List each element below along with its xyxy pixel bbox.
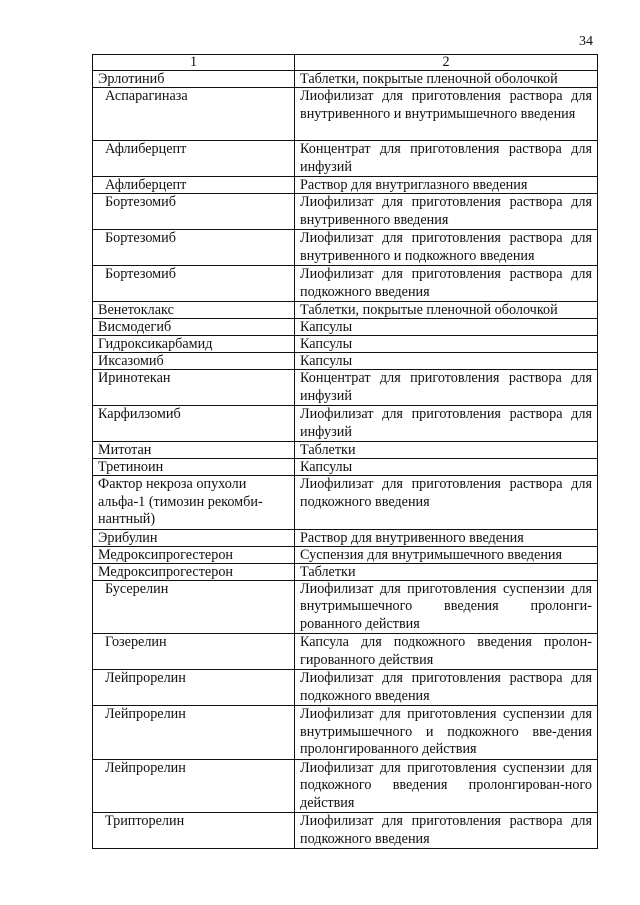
drug-name-cell: Митотан [93, 442, 295, 459]
drug-name-cell: Бортезомиб [93, 266, 295, 302]
dosage-form-cell: Таблетки, покрытые пленочной оболочкой [295, 302, 598, 319]
drug-name-cell: Гидроксикарбамид [93, 336, 295, 353]
table-row [93, 319, 598, 336]
dosage-form-cell: Лиофилизат для приготовления раствора для подкожного введения [295, 476, 598, 530]
drug-name-cell: Бусерелин [93, 580, 295, 634]
drug-name-cell: Фактор некроза опухоли альфа-1 (тимозин рекомби-нантный) [93, 476, 295, 530]
dosage-form-cell: Раствор для внутриглазного введения [295, 177, 598, 194]
drug-name-cell: Иринотекан [93, 370, 295, 406]
dosage-form-cell: Лиофилизат для приготовления раствора для подкожного введения [295, 670, 598, 706]
dosage-form-cell: Лиофилизат для приготовления суспензии для внутримышечного и подкожного вве-дения пролонгированного действия [295, 706, 598, 760]
drug-table-body [93, 55, 598, 849]
drug-name-cell: Аспарагиназа [93, 88, 295, 141]
dosage-form-cell: Лиофилизат для приготовления раствора для внутривенного введения [295, 194, 598, 230]
dosage-form-cell: Капсулы [295, 353, 598, 370]
dosage-form-cell: Лиофилизат для приготовления раствора для подкожного введения [295, 813, 598, 849]
drug-name-cell: Бортезомиб [93, 230, 295, 266]
table-row [93, 670, 598, 706]
page-number: 34 [579, 34, 593, 49]
dosage-form-cell: Капсулы [295, 319, 598, 336]
drug-name-cell: Иксазомиб [93, 353, 295, 370]
drug-name-cell: Карфилзомиб [93, 406, 295, 442]
header-row [93, 55, 598, 71]
table-row [93, 88, 598, 141]
table-row [93, 476, 598, 530]
table-row [93, 406, 598, 442]
dosage-form-cell: Лиофилизат для приготовления суспензии для внутримышечного введения пролонги-рованного действия [295, 580, 598, 634]
table-row [93, 813, 598, 849]
dosage-form-cell: Концентрат для приготовления раствора для инфузий [295, 370, 598, 406]
dosage-form-cell: Таблетки [295, 442, 598, 459]
table-row [93, 759, 598, 813]
table-row [93, 353, 598, 370]
table-row [93, 194, 598, 230]
column-header-1: 1 [93, 55, 295, 71]
drug-name-cell: Медроксипрогестерон [93, 546, 295, 563]
drug-name-cell: Висмодегиб [93, 319, 295, 336]
dosage-form-cell: Таблетки, покрытые пленочной оболочкой [295, 71, 598, 88]
drug-name-cell: Лейпрорелин [93, 670, 295, 706]
drug-name-cell: Третиноин [93, 459, 295, 476]
drug-name-cell: Лейпрорелин [93, 759, 295, 813]
drug-name-cell: Гозерелин [93, 634, 295, 670]
drug-name-cell: Венетоклакс [93, 302, 295, 319]
table-row [93, 370, 598, 406]
dosage-form-cell: Лиофилизат для приготовления раствора для внутривенного и внутримышечного введения [295, 88, 598, 141]
drug-name-cell: Афлиберцепт [93, 177, 295, 194]
table-row [93, 634, 598, 670]
drug-table [92, 54, 598, 849]
table-row [93, 230, 598, 266]
dosage-form-cell: Концентрат для приготовления раствора для инфузий [295, 141, 598, 177]
table-row [93, 529, 598, 546]
dosage-form-cell: Таблетки [295, 563, 598, 580]
column-header-2: 2 [295, 55, 598, 71]
drug-name-cell: Афлиберцепт [93, 141, 295, 177]
table-row [93, 177, 598, 194]
drug-name-cell: Эрибулин [93, 529, 295, 546]
dosage-form-cell: Капсулы [295, 336, 598, 353]
table-row [93, 546, 598, 563]
table-row [93, 706, 598, 760]
table-row [93, 563, 598, 580]
table-row [93, 71, 598, 88]
drug-name-cell: Трипторелин [93, 813, 295, 849]
drug-name-cell: Медроксипрогестерон [93, 563, 295, 580]
dosage-form-cell: Капсула для подкожного введения пролон-гированного действия [295, 634, 598, 670]
dosage-form-cell: Лиофилизат для приготовления суспензии для подкожного введения пролонгирован-ного действия [295, 759, 598, 813]
drug-name-cell: Эрлотиниб [93, 71, 295, 88]
table-row [93, 302, 598, 319]
table-row [93, 442, 598, 459]
table-row [93, 266, 598, 302]
drug-name-cell: Лейпрорелин [93, 706, 295, 760]
dosage-form-cell: Лиофилизат для приготовления раствора для инфузий [295, 406, 598, 442]
dosage-form-cell: Капсулы [295, 459, 598, 476]
table-row [93, 580, 598, 634]
table-row [93, 336, 598, 353]
dosage-form-cell: Лиофилизат для приготовления раствора для внутривенного и подкожного введения [295, 230, 598, 266]
dosage-form-cell: Суспензия для внутримышечного введения [295, 546, 598, 563]
table-row [93, 141, 598, 177]
drug-name-cell: Бортезомиб [93, 194, 295, 230]
dosage-form-cell: Лиофилизат для приготовления раствора для подкожного введения [295, 266, 598, 302]
table-row [93, 459, 598, 476]
dosage-form-cell: Раствор для внутривенного введения [295, 529, 598, 546]
